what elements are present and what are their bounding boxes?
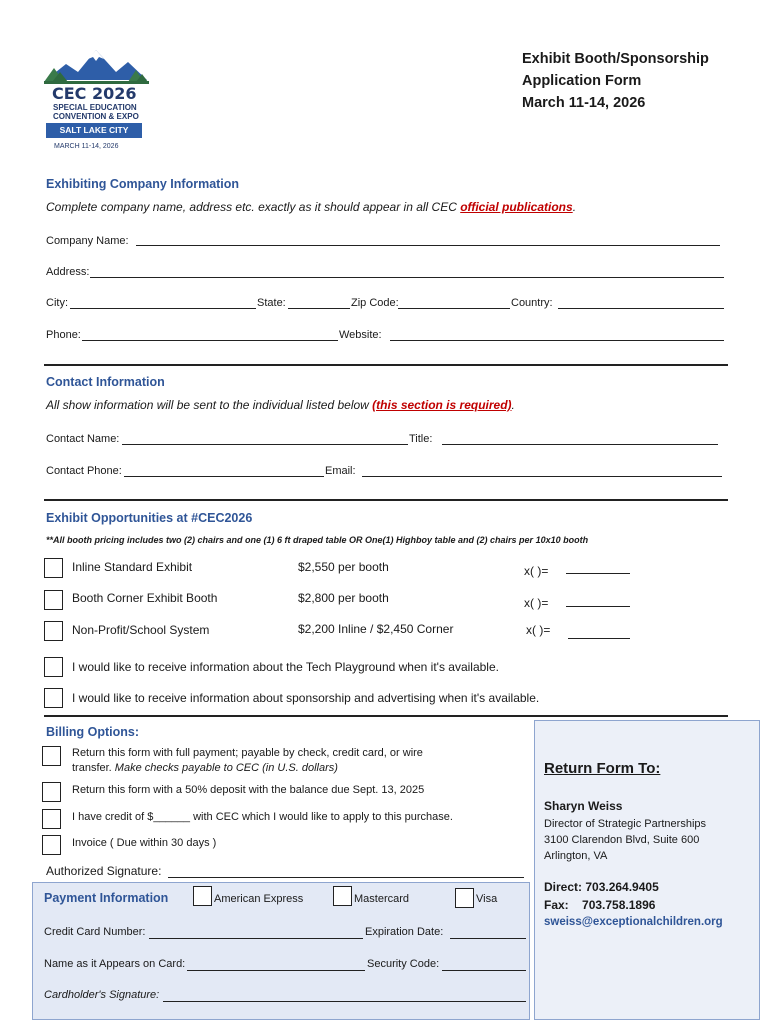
non-profit-qty: x( )= (526, 623, 551, 637)
return-form-title: Return Form To: (544, 760, 661, 777)
tech-playground-checkbox[interactable] (44, 657, 63, 677)
email-label: Email: (325, 465, 356, 477)
section-divider (44, 364, 728, 366)
logo-subtitle (53, 103, 139, 121)
email-field[interactable] (362, 476, 722, 477)
mastercard-checkbox[interactable] (333, 886, 352, 906)
credit-label: I have credit of $______ with CEC which I would like to apply to this purchase. (72, 811, 453, 823)
country-field[interactable] (558, 308, 724, 309)
expiration-field[interactable] (450, 938, 526, 939)
header-line-3: March 11-14, 2026 (522, 95, 646, 111)
form-header (522, 48, 709, 114)
payment-section-title: Payment Information (44, 891, 169, 905)
section-divider (44, 499, 728, 501)
non-profit-label: Non-Profit/School System (72, 623, 210, 637)
website-label: Website: (339, 329, 382, 341)
deposit-checkbox[interactable] (42, 782, 61, 802)
logo-city-banner: SALT LAKE CITY (46, 123, 142, 138)
amex-label: American Express (214, 893, 304, 905)
checks-payable-note: Make checks payable to CEC (in U.S. dollars) (114, 762, 338, 774)
contact-instruction (46, 398, 515, 412)
booth-corner-qty: x( )= (524, 596, 549, 610)
billing-section-title: Billing Options: (46, 725, 140, 739)
contact-person-role: Director of Strategic Partnerships (544, 818, 707, 830)
fax-label: Fax: (544, 898, 569, 912)
invoice-checkbox[interactable] (42, 835, 61, 855)
official-publications-text: official publications (460, 200, 573, 214)
cardholder-signature-field[interactable] (163, 1001, 526, 1002)
direct-phone: Direct: 703.264.9405 (544, 880, 659, 894)
address-line-2: Arlington, VA (544, 850, 608, 862)
company-name-field[interactable] (136, 245, 720, 246)
website-field[interactable] (390, 340, 724, 341)
name-on-card-field[interactable] (187, 970, 365, 971)
contact-instruction-text: All show information will be sent to the individual listed below (46, 398, 373, 412)
city-label: City: (46, 297, 68, 309)
address-label: Address: (46, 266, 90, 278)
contact-person-details (544, 816, 706, 864)
inline-standard-label: Inline Standard Exhibit (72, 560, 193, 574)
address-line-1: 3100 Clarendon Blvd, Suite 600 (544, 834, 700, 846)
authorized-signature-field[interactable] (168, 877, 524, 878)
header-line-1: Exhibit Booth/Sponsorship (522, 51, 709, 67)
address-field[interactable] (90, 277, 724, 278)
title-label: Title: (409, 433, 433, 445)
company-instruction-end: . (572, 200, 577, 214)
non-profit-price: $2,200 Inline / $2,450 Corner (298, 622, 454, 636)
state-label: State: (257, 297, 286, 309)
deposit-label: Return this form with a 50% deposit with the balance due Sept. 13, 2025 (72, 784, 425, 796)
inline-standard-checkbox[interactable] (44, 558, 63, 578)
full-payment-label (72, 746, 423, 776)
fax-number (544, 898, 655, 912)
card-number-label: Credit Card Number: (44, 926, 146, 938)
authorized-signature-label: Authorized Signature: (46, 864, 162, 878)
cardholder-signature-label: Cardholder's Signature: (44, 989, 160, 1001)
sponsorship-info-label: I would like to receive information about sponsorship and advertising when it's available. (72, 691, 540, 705)
phone-field[interactable] (82, 340, 338, 341)
state-field[interactable] (288, 308, 350, 309)
booth-corner-checkbox[interactable] (44, 590, 63, 610)
contact-name-field[interactable] (122, 444, 408, 445)
phone-label: Phone: (46, 329, 81, 341)
credit-checkbox[interactable] (42, 809, 61, 829)
contact-person-name: Sharyn Weiss (544, 799, 623, 813)
company-name-label: Company Name: (46, 235, 129, 247)
section-divider (44, 715, 728, 717)
full-payment-line-2-text: transfer. (72, 762, 115, 774)
name-on-card-label: Name as it Appears on Card: (44, 958, 186, 970)
logo-subtitle-line-1: SPECIAL EDUCATION (53, 103, 137, 112)
non-profit-total-field[interactable] (568, 638, 630, 639)
section-required-text: (this section is required) (372, 398, 512, 412)
booth-pricing-note: **All booth pricing includes two (2) chairs and one (1) 6 ft draped table OR One(1) Highboy table and (2) chairs per 10x10 booth (46, 535, 589, 545)
exhibit-section-title: Exhibit Opportunities at #CEC2026 (46, 511, 253, 525)
city-field[interactable] (70, 308, 256, 309)
full-payment-line-1: Return this form with full payment; payable by check, credit card, or wire (72, 747, 423, 759)
company-instruction (46, 200, 576, 214)
contact-section-title: Contact Information (46, 375, 165, 389)
tech-playground-label: I would like to receive information about the Tech Playground when it's available. (72, 660, 499, 674)
header-line-2: Application Form (522, 73, 642, 89)
booth-corner-price: $2,800 per booth (298, 591, 389, 605)
security-code-field[interactable] (442, 970, 526, 971)
contact-phone-field[interactable] (124, 476, 324, 477)
contact-email-link[interactable]: sweiss@exceptionalchildren.org (544, 916, 723, 928)
logo-title: CEC 2026 (52, 84, 137, 103)
inline-standard-total-field[interactable] (566, 573, 630, 574)
contact-phone-label: Contact Phone: (46, 465, 122, 477)
mastercard-label: Mastercard (354, 893, 410, 905)
logo-dates: MARCH 11-14, 2026 (54, 143, 119, 150)
booth-corner-label: Booth Corner Exhibit Booth (72, 591, 218, 605)
title-field[interactable] (442, 444, 718, 445)
security-code-label: Security Code: (367, 958, 440, 970)
inline-standard-price: $2,550 per booth (298, 560, 389, 574)
full-payment-line-2 (72, 761, 423, 776)
invoice-label: Invoice ( Due within 30 days ) (72, 837, 217, 849)
country-label: Country: (511, 297, 553, 309)
logo-subtitle-line-2: CONVENTION & EXPO (53, 112, 139, 121)
booth-corner-total-field[interactable] (566, 606, 630, 607)
contact-name-label: Contact Name: (46, 433, 120, 445)
cec-2026-logo (44, 46, 149, 156)
zip-field[interactable] (398, 308, 510, 309)
non-profit-checkbox[interactable] (44, 621, 63, 641)
company-section-title: Exhibiting Company Information (46, 177, 240, 191)
visa-label: Visa (476, 893, 498, 905)
fax-value: 703.758.1896 (582, 898, 656, 912)
mountain-logo-icon (44, 46, 149, 86)
expiration-label: Expiration Date: (365, 926, 444, 938)
company-instruction-text: Complete company name, address etc. exactly as it should appear in all CEC (46, 200, 461, 214)
card-number-field[interactable] (149, 938, 363, 939)
visa-checkbox[interactable] (455, 888, 474, 908)
zip-label: Zip Code: (351, 297, 399, 309)
sponsorship-info-checkbox[interactable] (44, 688, 63, 708)
full-payment-checkbox[interactable] (42, 746, 61, 766)
inline-standard-qty: x( )= (524, 564, 549, 578)
contact-instruction-end: . (511, 398, 515, 412)
amex-checkbox[interactable] (193, 886, 212, 906)
